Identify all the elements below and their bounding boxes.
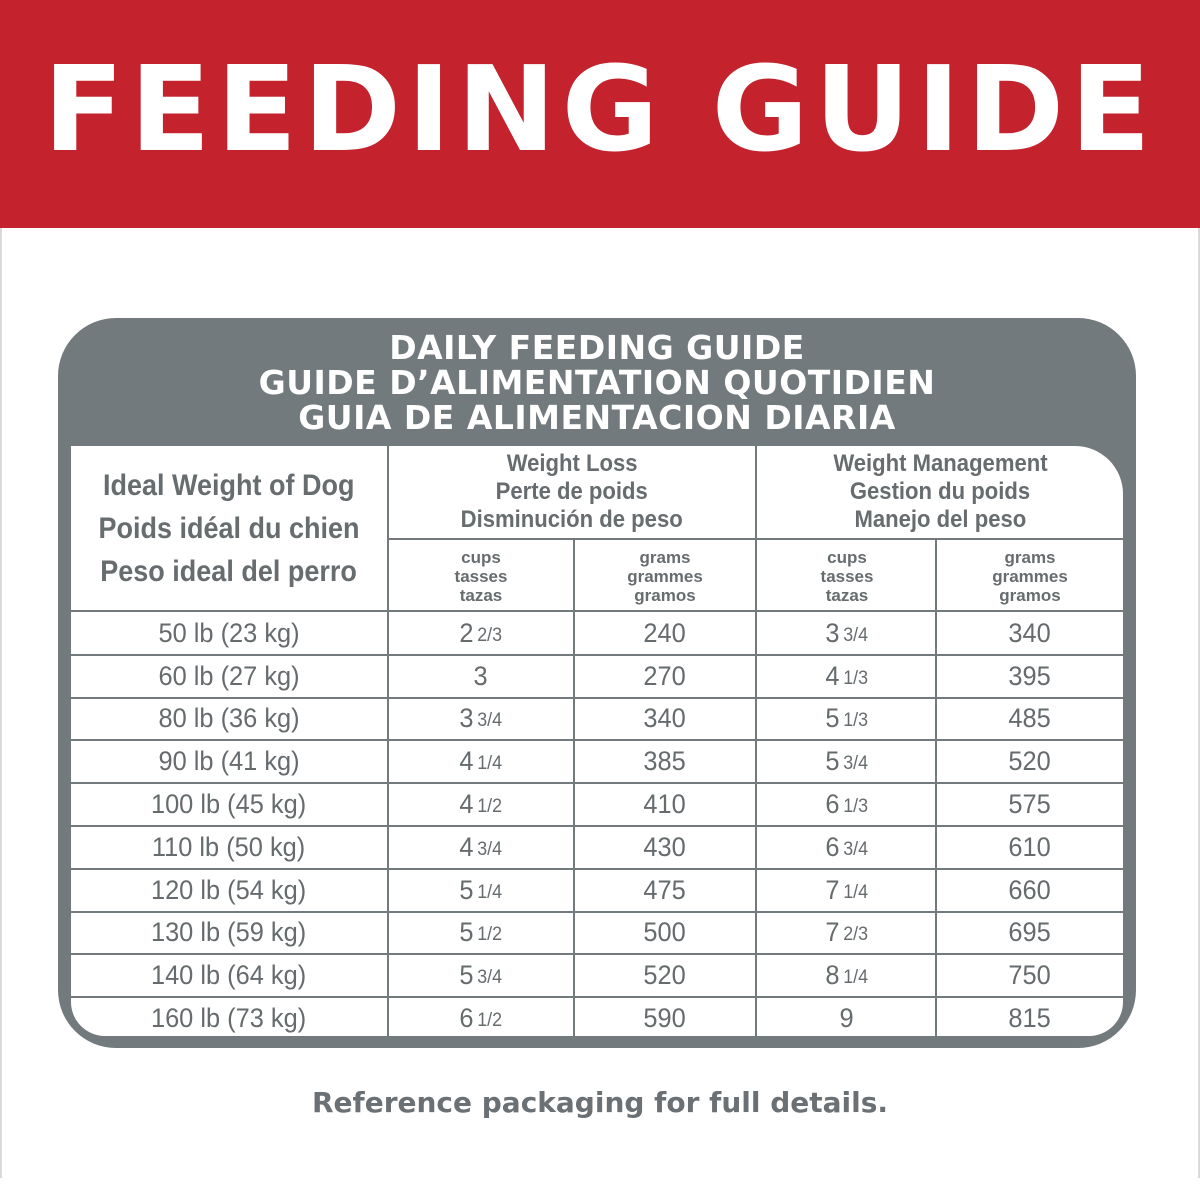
group-divider: [389, 538, 1123, 540]
cups-whole: 4: [459, 831, 474, 862]
cups-fraction: 1/3: [843, 710, 869, 732]
cups-value: [460, 875, 503, 906]
cups-fraction: 1/3: [843, 796, 869, 818]
table-cell-loss-grams: [575, 783, 755, 826]
card-title-fr: GUIDE D’ALIMENTATION QUOTIDIEN: [258, 363, 936, 402]
cups-fraction: 3/4: [477, 967, 503, 989]
table-cell-loss-cups: [389, 954, 573, 997]
unit-header-line: cups: [461, 547, 501, 567]
grams-value: 395: [1008, 660, 1052, 691]
cups-value: [460, 618, 503, 649]
table-cell-weight: [71, 912, 387, 955]
cups-fraction: 2/3: [477, 624, 503, 646]
cups-value: [460, 832, 503, 863]
grams-value: 815: [1008, 1003, 1052, 1034]
cups-whole: 8: [825, 960, 840, 991]
weight-header-line: Peso ideal del perro: [100, 554, 358, 588]
table-cell-mgmt-cups: [759, 783, 935, 826]
cups-fraction: 1/2: [477, 796, 503, 818]
cups-value: [460, 703, 503, 734]
cups-whole: 2: [459, 617, 474, 648]
cups-fraction: 1/3: [843, 667, 869, 689]
feeding-guide-card: [58, 318, 1136, 1048]
table-cell-loss-grams: [575, 997, 755, 1036]
table-cell-mgmt-grams: [937, 783, 1123, 826]
table-cell-mgmt-grams: [937, 655, 1123, 698]
dog-weight-value: 50 lb (23 kg): [158, 617, 300, 648]
cups-whole: 7: [825, 917, 840, 948]
cups-value: [826, 703, 869, 734]
cups-fraction: 3/4: [843, 753, 869, 775]
cups-whole: 5: [459, 874, 474, 905]
grams-value: 500: [643, 917, 687, 948]
table-cell-mgmt-grams: [937, 826, 1123, 869]
table-cell-weight: [71, 826, 387, 869]
table-cell-loss-grams: [575, 826, 755, 869]
unit-header-line: gramos: [634, 585, 696, 605]
cups-value: [826, 661, 869, 692]
dog-weight-value: 90 lb (41 kg): [158, 746, 300, 777]
unit-header-line: grams: [639, 547, 691, 567]
grams-value: 520: [643, 960, 687, 991]
grams-value: 240: [643, 617, 687, 648]
cups-value: [826, 746, 869, 777]
table-cell-mgmt-cups: [759, 826, 935, 869]
grams-value: 610: [1008, 831, 1052, 862]
cups-fraction: 3/4: [843, 838, 869, 860]
table-cell-mgmt-cups: [759, 698, 935, 741]
table-cell-loss-grams: [575, 655, 755, 698]
table-cell-loss-grams: [575, 698, 755, 741]
group-header-line: Disminución de peso: [460, 506, 684, 533]
grams-value: 575: [1008, 789, 1052, 820]
table-cell-weight: [71, 997, 387, 1036]
table-cell-mgmt-grams: [937, 698, 1123, 741]
weight-header-line: Poids idéal du chien: [98, 511, 360, 545]
table-cell-loss-cups: [389, 698, 573, 741]
cups-whole: 3: [473, 660, 489, 691]
group-header-line: Gestion du poids: [849, 478, 1031, 505]
cups-value: [460, 746, 503, 777]
cups-value: [460, 789, 503, 820]
card-title-en: DAILY FEEDING GUIDE: [389, 328, 805, 367]
table-cell-weight: [71, 655, 387, 698]
unit-header-line: gramos: [999, 585, 1061, 605]
table-cell-loss-cups: [389, 612, 573, 655]
weight-header: [71, 446, 387, 610]
table-cell-loss-cups: [389, 869, 573, 912]
grams-value: 660: [1008, 874, 1052, 905]
table-cell-weight: [71, 698, 387, 741]
table-cell-weight: [71, 783, 387, 826]
weight-header-line: Ideal Weight of Dog: [103, 468, 355, 502]
cups-fraction: 2/3: [843, 924, 869, 946]
cups-whole: 5: [459, 960, 474, 991]
unit-header: [937, 542, 1123, 610]
table-cell-mgmt-cups: [759, 655, 935, 698]
group-header-line: Perte de poids: [495, 478, 649, 505]
grams-value: 340: [643, 703, 687, 734]
table-cell-loss-grams: [575, 912, 755, 955]
group-header-line: Weight Loss: [506, 450, 638, 477]
table-cell-weight: [71, 740, 387, 783]
dog-weight-value: 60 lb (27 kg): [158, 660, 300, 691]
cups-whole: 5: [825, 746, 840, 777]
cups-whole: 5: [459, 917, 474, 948]
unit-header: [389, 542, 573, 610]
unit-header: [575, 542, 755, 610]
table-cell-mgmt-cups: [759, 997, 935, 1036]
feeding-table: [71, 446, 1123, 1036]
dog-weight-value: 110 lb (50 kg): [152, 831, 306, 862]
cups-fraction: 1/2: [477, 1010, 503, 1032]
cups-whole: 3: [825, 617, 840, 648]
cups-fraction: 3/4: [477, 710, 503, 732]
table-cell-loss-cups: [389, 783, 573, 826]
dog-weight-value: 160 lb (73 kg): [151, 1003, 307, 1034]
dog-weight-value: 120 lb (54 kg): [151, 874, 307, 905]
cups-fraction: 1/4: [477, 881, 503, 903]
table-cell-mgmt-cups: [759, 612, 935, 655]
table-cell-weight: [71, 954, 387, 997]
table-cell-mgmt-cups: [759, 912, 935, 955]
table-cell-loss-grams: [575, 954, 755, 997]
cups-fraction: 1/4: [843, 967, 869, 989]
table-cell-mgmt-grams: [937, 954, 1123, 997]
cups-whole: 9: [839, 1003, 855, 1034]
header-banner: [0, 0, 1200, 228]
grams-value: 750: [1008, 960, 1052, 991]
grams-value: 270: [643, 660, 687, 691]
grams-value: 475: [643, 874, 687, 905]
cups-fraction: 1/4: [477, 753, 503, 775]
unit-header: [759, 542, 935, 610]
card-title: [58, 330, 1136, 435]
cups-value: [826, 618, 869, 649]
grams-value: 340: [1008, 617, 1052, 648]
grams-value: 385: [643, 746, 687, 777]
left-border: [0, 228, 2, 1178]
unit-header-line: grams: [1004, 547, 1056, 567]
table-cell-loss-cups: [389, 912, 573, 955]
cups-fraction: 1/4: [843, 881, 869, 903]
cups-value: [826, 832, 869, 863]
cups-value: [460, 1003, 503, 1034]
group-header-line: Weight Management: [832, 450, 1048, 477]
unit-header-line: tazas: [459, 585, 503, 605]
dog-weight-value: 100 lb (45 kg): [151, 789, 307, 820]
table-cell-weight: [71, 612, 387, 655]
table-cell-mgmt-grams: [937, 740, 1123, 783]
unit-header-line: cups: [827, 547, 867, 567]
unit-header-line: grammes: [992, 566, 1068, 586]
table-cell-loss-grams: [575, 740, 755, 783]
dog-weight-value: 140 lb (64 kg): [151, 960, 307, 991]
page-title: FEEDING GUIDE: [43, 40, 1157, 178]
cups-value: [826, 917, 869, 948]
grams-value: 520: [1008, 746, 1052, 777]
dog-weight-value: 80 lb (36 kg): [158, 703, 300, 734]
cups-fraction: 3/4: [843, 624, 869, 646]
table-cell-mgmt-grams: [937, 997, 1123, 1036]
cups-whole: 6: [825, 789, 840, 820]
unit-header-line: tasses: [454, 566, 508, 586]
grams-value: 485: [1008, 703, 1052, 734]
table-cell-mgmt-grams: [937, 869, 1123, 912]
cups-value: [826, 960, 869, 991]
table-cell-mgmt-cups: [759, 954, 935, 997]
cups-whole: 4: [459, 746, 474, 777]
cups-whole: 6: [459, 1003, 474, 1034]
cups-value: [460, 960, 503, 991]
cups-fraction: 3/4: [477, 838, 503, 860]
card-title-es: GUIA DE ALIMENTACION DIARIA: [298, 398, 896, 437]
table-cell-loss-cups: [389, 826, 573, 869]
cups-value: [826, 789, 869, 820]
cups-value: [460, 917, 503, 948]
cups-value: [840, 1003, 854, 1034]
table-cell-weight: [71, 869, 387, 912]
table-cell-loss-cups: [389, 655, 573, 698]
unit-header-line: tasses: [820, 566, 874, 586]
table-cell-loss-cups: [389, 997, 573, 1036]
cups-value: [826, 875, 869, 906]
cups-value: [474, 661, 488, 692]
table-cell-loss-grams: [575, 612, 755, 655]
table-cell-loss-grams: [575, 869, 755, 912]
grams-value: 695: [1008, 917, 1052, 948]
cups-whole: 7: [825, 874, 840, 905]
cups-whole: 3: [459, 703, 474, 734]
table-cell-mgmt-cups: [759, 740, 935, 783]
grams-value: 590: [643, 1003, 687, 1034]
cups-whole: 5: [825, 703, 840, 734]
dog-weight-value: 130 lb (59 kg): [151, 917, 307, 948]
unit-header-line: tazas: [825, 585, 869, 605]
group-header-line: Manejo del peso: [854, 506, 1026, 533]
footnote: Reference packaging for full details.: [311, 1086, 889, 1119]
cups-whole: 4: [459, 789, 474, 820]
group-header-weight-loss: [389, 446, 755, 538]
cups-whole: 6: [825, 831, 840, 862]
table-cell-mgmt-cups: [759, 869, 935, 912]
grams-value: 430: [643, 831, 687, 862]
group-header-weight-management: [757, 446, 1123, 538]
cups-fraction: 1/2: [477, 924, 503, 946]
table-cell-loss-cups: [389, 740, 573, 783]
table-cell-mgmt-grams: [937, 912, 1123, 955]
cups-whole: 4: [825, 660, 840, 691]
table-cell-mgmt-grams: [937, 612, 1123, 655]
grams-value: 410: [643, 789, 687, 820]
unit-header-line: grammes: [627, 566, 703, 586]
